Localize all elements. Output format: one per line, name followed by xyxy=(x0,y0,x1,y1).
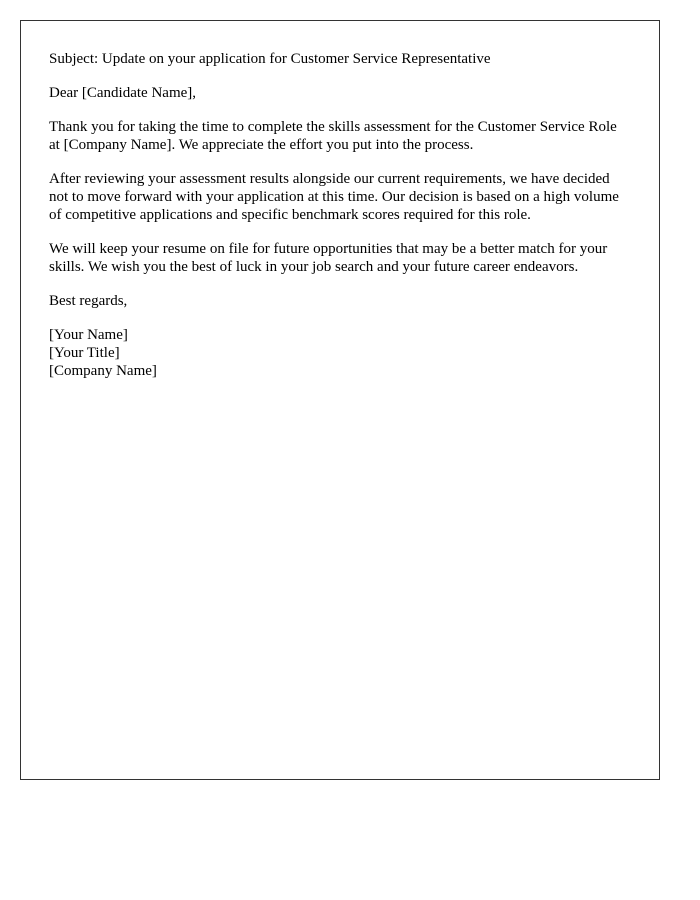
signature-company: [Company Name] xyxy=(49,363,157,379)
signature-title: [Your Title] xyxy=(49,345,120,361)
letter-subject: Subject: Update on your application for Customer Service Representative xyxy=(49,51,491,67)
letter-paragraph-decision: After reviewing your assessment results alongside our current requirements, we have decided not to move forward with your application at this time. Our decision is based on a high volume of competitive applications and specific benchmark scores required for this role. xyxy=(49,171,619,223)
letter-paragraph-future: We will keep your resume on file for future opportunities that may be a better match for your skills. We wish you the best of luck in your job search and your future career endeavors. xyxy=(49,241,608,275)
signature-name: [Your Name] xyxy=(49,327,128,343)
letter-closing: Best regards, xyxy=(49,293,128,309)
letter-paragraph-intro: Thank you for taking the time to complete the skills assessment for the Customer Service Role at [Company Name]. We appreciate the effort you put into the process. xyxy=(49,119,617,153)
letter-container xyxy=(20,20,660,780)
letter-greeting: Dear [Candidate Name], xyxy=(49,85,197,101)
letter-signature xyxy=(49,326,631,380)
